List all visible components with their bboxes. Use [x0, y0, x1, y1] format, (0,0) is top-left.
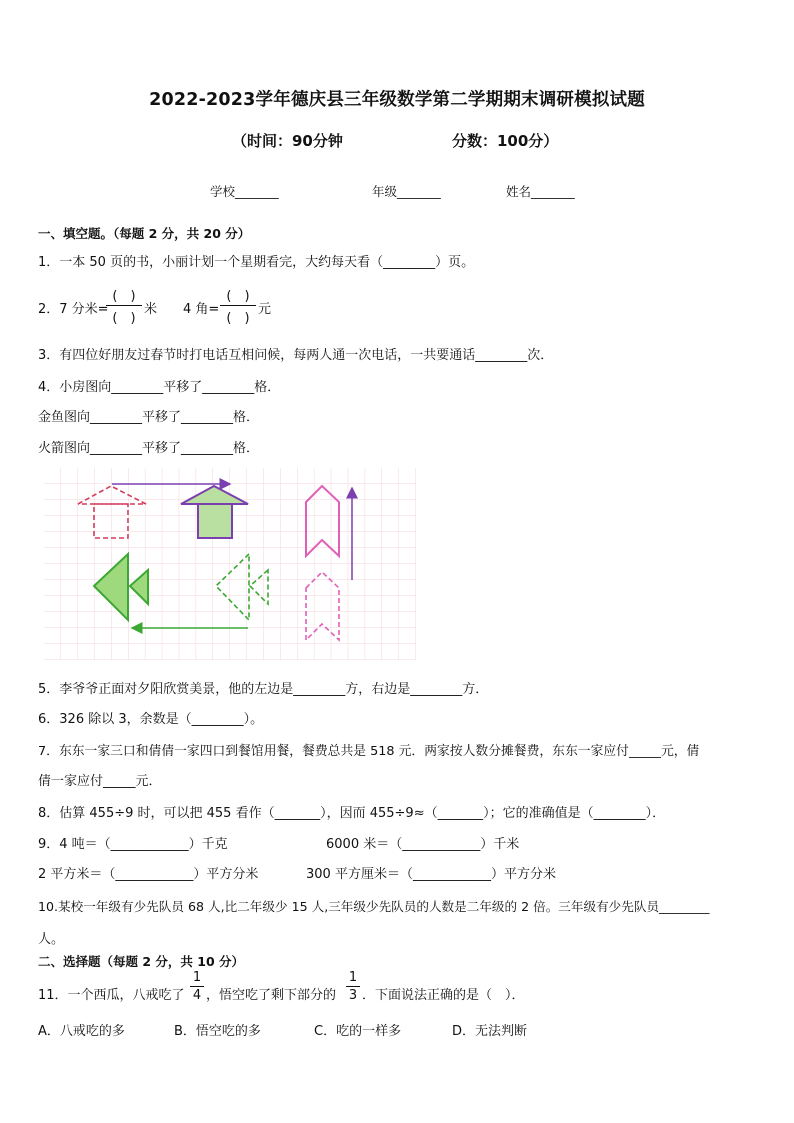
fraction-bar	[346, 986, 360, 987]
question-6: 6．326 除以 3，余数是（________）。	[38, 712, 264, 727]
grade-field[interactable]: 年级_______	[372, 184, 441, 199]
school-field[interactable]: 学校_______	[210, 184, 279, 199]
question-9-b: 6000 米＝（____________）千米	[326, 837, 520, 852]
exam-time: （时间：90分钟	[232, 132, 343, 150]
question-5: 5．李爷爷正面对夕阳欣赏美景，他的左边是________方，右边是________方．	[38, 682, 489, 697]
question-10-line-2: 人。	[38, 932, 65, 947]
fraction-numerator: 1	[348, 970, 358, 985]
fraction-blank-2[interactable]	[220, 285, 256, 326]
fraction-denominator: 3	[348, 988, 358, 1003]
fraction-bar	[106, 305, 142, 306]
question-2-part-a: 2．7 分米=	[38, 302, 109, 317]
fraction-denominator: ( )	[226, 311, 250, 326]
fraction-bar	[190, 986, 204, 987]
page-title: 2022-2023学年德庆县三年级数学第二学期期末调研模拟试题	[149, 90, 645, 110]
exam-score: 分数：100分）	[452, 132, 559, 150]
fraction-numerator: ( )	[112, 289, 136, 304]
fraction-denominator: ( )	[112, 311, 136, 326]
question-11-part-a: 11．一个西瓜，八戒吃了	[38, 988, 185, 1003]
question-9-c: 2 平方米＝（____________）平方分米	[38, 867, 259, 882]
fraction-one-third	[346, 970, 360, 1003]
fraction-numerator: 1	[192, 970, 202, 985]
translation-figure	[44, 468, 416, 660]
question-4-rocket: 火箭图向________平移了________格．	[38, 441, 260, 456]
name-field[interactable]: 姓名_______	[506, 184, 575, 199]
question-2-part-b: 米 4 角=	[144, 302, 220, 317]
fraction-one-quarter	[190, 970, 204, 1003]
question-11-part-b: ，悟空吃了剩下部分的	[206, 988, 337, 1003]
option-c[interactable]: C．吃的一样多	[314, 1024, 402, 1039]
question-9-a: 9．4 吨＝（____________）千克	[38, 837, 228, 852]
question-7-line-1: 7．东东一家三口和倩倩一家四口到餐馆用餐，餐费总共是 518 元．两家按人数分摊餐费，东东一家应付_____元，倩	[38, 744, 700, 759]
section1-heading: 一、填空题。（每题 2 分，共 20 分）	[38, 226, 251, 241]
question-8: 8．估算 455÷9 时，可以把 455 看作（_______），因而 455÷9≈（_______）；它的准确值是（________）．	[38, 806, 666, 821]
option-a[interactable]: A．八戒吃的多	[38, 1024, 125, 1039]
fraction-denominator: 4	[192, 988, 202, 1003]
question-3: 3．有四位好朋友过春节时打电话互相问候，每两人通一次电话，一共要通话________次．	[38, 348, 554, 363]
fraction-numerator: ( )	[226, 289, 250, 304]
fraction-bar	[220, 305, 256, 306]
option-d[interactable]: D．无法判断	[452, 1024, 528, 1039]
section2-heading: 二、选择题（每题 2 分，共 10 分）	[38, 954, 245, 969]
question-9-d: 300 平方厘米＝（____________）平方分米	[306, 867, 556, 882]
question-2-part-c: 元	[258, 302, 272, 317]
question-4-house: 4．小房图向________平移了________格．	[38, 380, 281, 395]
option-b[interactable]: B．悟空吃的多	[174, 1024, 261, 1039]
question-11-part-c: ．下面说法正确的是（ ）．	[362, 988, 525, 1003]
question-4-fish: 金鱼图向________平移了________格．	[38, 410, 260, 425]
question-7-line-2: 倩一家应付_____元．	[38, 774, 162, 789]
question-10-line-1: 10.某校一年级有少先队员 68 人,比二年级少 15 人,三年级少先队员的人数是二年级的 2 倍。三年级有少先队员________	[38, 899, 710, 914]
question-1: 1．一本 50 页的书，小丽计划一个星期看完，大约每天看（________）页。	[38, 255, 475, 270]
fraction-blank-1[interactable]	[106, 285, 142, 326]
